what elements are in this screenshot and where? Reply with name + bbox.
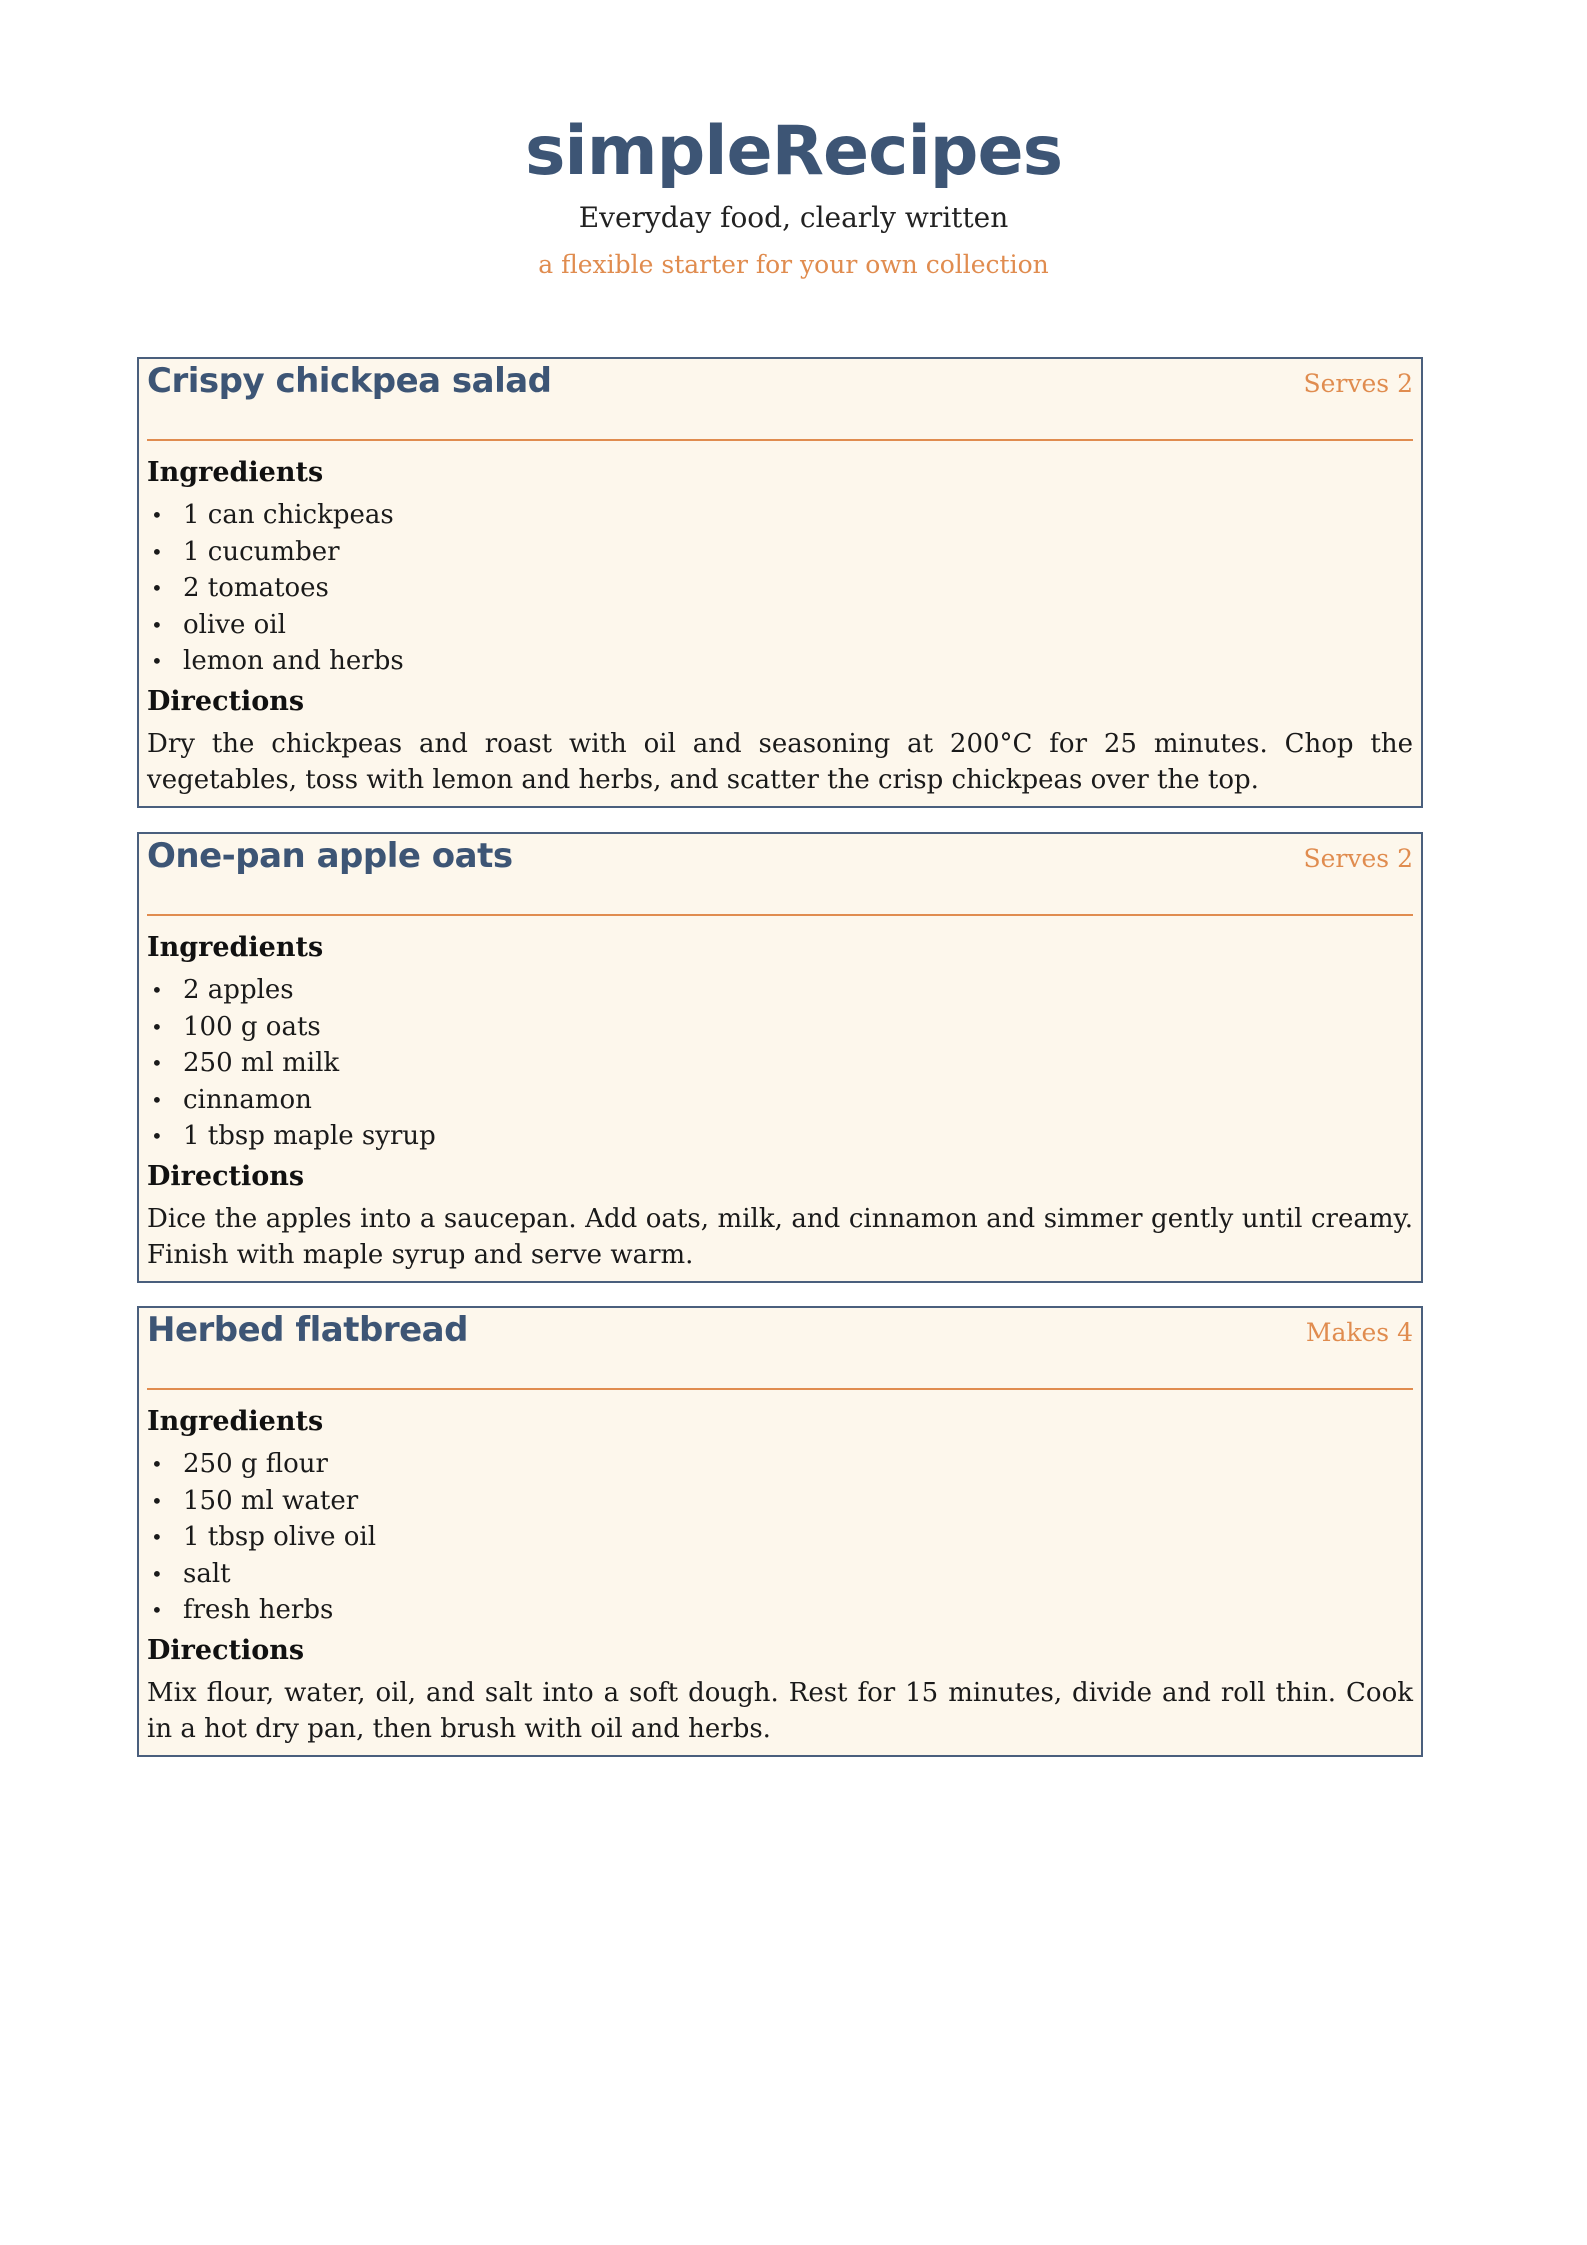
bullet-icon: • <box>151 1598 163 1623</box>
recipe-title: Herbed flatbread <box>147 1310 468 1350</box>
ingredient-text: salt <box>183 1558 231 1589</box>
ingredient-text: 1 cucumber <box>183 536 340 567</box>
site-title: simpleRecipes <box>524 112 1063 191</box>
ingredient-item <box>147 1446 1413 1483</box>
ingredient-item <box>147 643 1413 680</box>
ingredients-heading: Ingredients <box>147 457 324 488</box>
ingredients-heading: Ingredients <box>147 1406 324 1437</box>
ingredients-list <box>147 972 1413 1155</box>
recipe-yield: Serves 2 <box>1303 844 1413 873</box>
bullet-icon: • <box>151 1014 163 1039</box>
directions-heading: Directions <box>147 1634 305 1666</box>
ingredient-text: 2 apples <box>183 975 294 1006</box>
bullet-icon: • <box>151 1124 163 1149</box>
recipe-title: Crispy chickpea salad <box>147 361 552 401</box>
ingredient-text: 2 tomatoes <box>183 573 329 604</box>
ingredient-item <box>147 1519 1413 1556</box>
bullet-icon: • <box>151 612 163 637</box>
ingredient-text: 1 tbsp olive oil <box>183 1522 377 1553</box>
ingredient-text: 250 g flour <box>183 1449 328 1480</box>
ingredient-text: 100 g oats <box>183 1011 321 1042</box>
recipe-yield: Makes 4 <box>1305 1318 1413 1347</box>
bullet-icon: • <box>151 576 163 601</box>
recipe-header <box>147 359 1413 441</box>
ingredient-item <box>147 1045 1413 1082</box>
ingredient-item <box>147 1483 1413 1520</box>
recipe-card <box>137 1306 1423 1757</box>
bullet-icon: • <box>151 1051 163 1076</box>
ingredient-text: 1 tbsp maple syrup <box>183 1121 436 1152</box>
directions-heading: Directions <box>147 1160 305 1192</box>
bullet-icon: • <box>151 1452 163 1477</box>
ingredient-item <box>147 972 1413 1009</box>
recipe-header <box>147 1308 1413 1390</box>
directions-text: Dry the chickpeas and roast with oil and seasoning at 200°C for 25 minutes. Chop the vegetables, toss with lemon and herbs, and scatter the crisp chickpeas over the top. <box>147 729 1413 796</box>
directions-text: Dice the apples into a saucepan. Add oats, milk, and cinnamon and simmer gently until creamy. Finish with maple syrup and serve warm. <box>147 1204 1413 1271</box>
ingredients-list <box>147 497 1413 680</box>
bullet-icon: • <box>151 649 163 674</box>
bullet-icon: • <box>151 978 163 1003</box>
ingredient-item <box>147 1592 1413 1629</box>
bullet-icon: • <box>151 1525 163 1550</box>
ingredient-text: 1 can chickpeas <box>183 500 394 531</box>
directions-text: Mix flour, water, oil, and salt into a soft dough. Rest for 15 minutes, divide and roll thin. Cook in a hot dry pan, then brush with oil and herbs. <box>147 1678 1413 1745</box>
bullet-icon: • <box>151 1488 163 1513</box>
directions-heading: Directions <box>147 685 305 717</box>
site-subtitle: a flexible starter for your own collection <box>538 250 1049 279</box>
recipe-header <box>147 834 1413 916</box>
ingredient-text: lemon and herbs <box>183 646 404 677</box>
ingredient-item <box>147 497 1413 534</box>
bullet-icon: • <box>151 1087 163 1112</box>
recipe-title: One-pan apple oats <box>147 836 513 876</box>
page-header <box>0 112 1587 279</box>
ingredients-heading: Ingredients <box>147 932 324 963</box>
ingredient-item <box>147 570 1413 607</box>
ingredient-item <box>147 1009 1413 1046</box>
ingredient-item <box>147 1118 1413 1155</box>
bullet-icon: • <box>151 1561 163 1586</box>
ingredient-item <box>147 534 1413 571</box>
ingredient-text: olive oil <box>183 609 286 640</box>
ingredient-item <box>147 1082 1413 1119</box>
bullet-icon: • <box>151 503 163 528</box>
ingredient-text: cinnamon <box>183 1084 312 1115</box>
recipe-card <box>137 357 1423 808</box>
recipe-yield: Serves 2 <box>1303 369 1413 398</box>
ingredient-item <box>147 1556 1413 1593</box>
bullet-icon: • <box>151 539 163 564</box>
ingredients-list <box>147 1446 1413 1629</box>
ingredient-text: 250 ml milk <box>183 1048 340 1079</box>
ingredient-item <box>147 607 1413 644</box>
ingredient-text: fresh herbs <box>183 1595 334 1626</box>
ingredient-text: 150 ml water <box>183 1485 359 1516</box>
site-tagline: Everyday food, clearly written <box>578 201 1009 234</box>
recipe-card <box>137 832 1423 1283</box>
